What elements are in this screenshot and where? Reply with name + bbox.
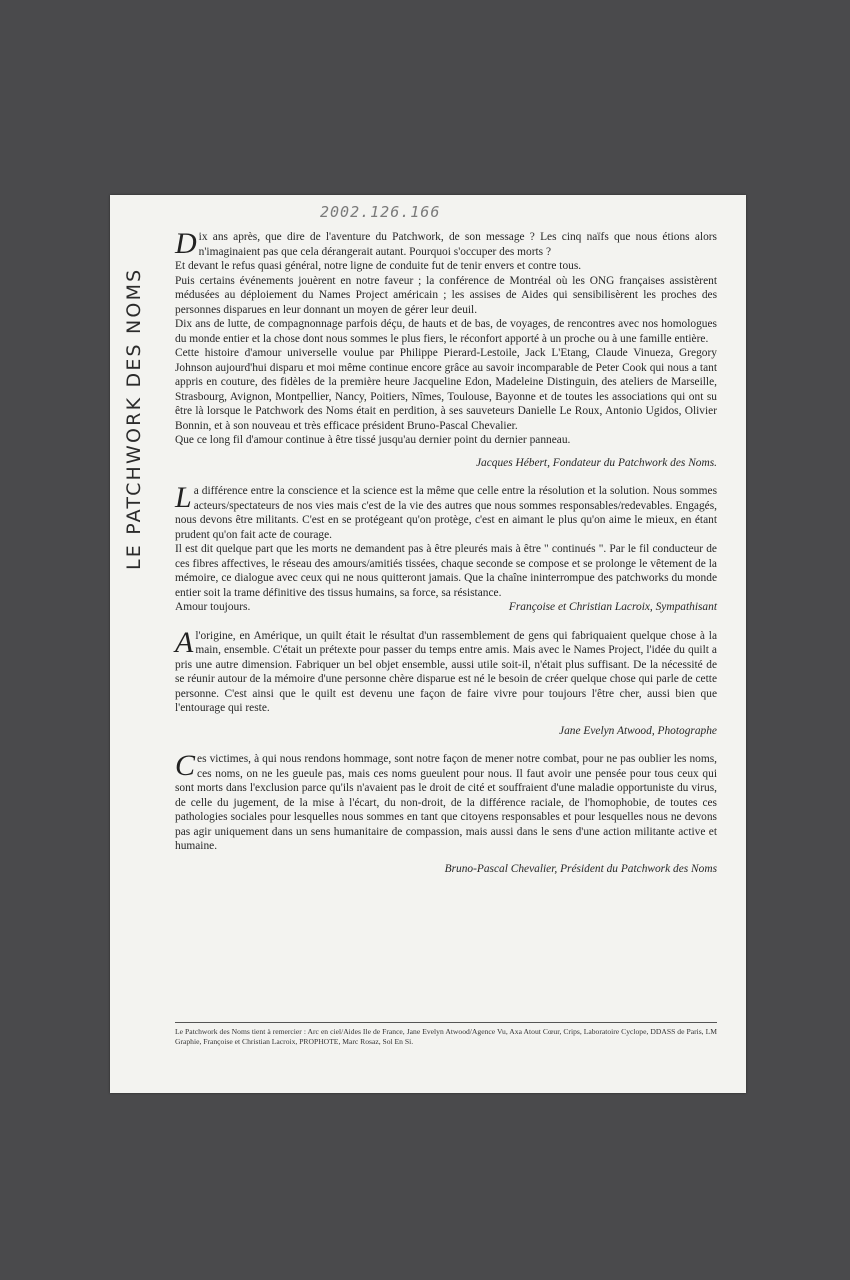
paragraph: Cette histoire d'amour universelle voulue par Philippe Pierard-Lestoile, Jack L'Etang, Claude Vinueza, Gregory Johnson aujourd'hui disparu et moi même continue encore grâce au savoir incomparable de Peter Cook qui nous a tant appris en couture, des fidèles de la première heure Jacqueline Edon, Madeleine Distinguin, des ateliers de Marseille, Strasbourg, Avignon, Montpellier, Nancy, Poitiers, Nîmes, Toulouse, Bayonne et de toutes les associations qui ont su être là lorsque le Patchwork des Noms était en perdition, à ses sauveteurs Danielle Le Roux, Antonio Ugidos, Olivier Bonnin, et à son nouveau et très efficace président Bruno-Pascal Chevalier. (175, 347, 717, 432)
section-atwood (175, 625, 717, 739)
closing-text: Amour toujours. (175, 601, 251, 613)
side-title: LE PATCHWORK DES NOMS (123, 267, 145, 570)
section-chevalier (175, 749, 717, 876)
signature: Jane Evelyn Atwood, Photographe (559, 724, 717, 737)
text-body (175, 227, 717, 890)
section-lacroix (175, 481, 717, 615)
paragraph: Il est dit quelque part que les morts ne demandent pas à être pleurés mais à être " continués ". Par le fil conducteur de ces fibres affectives, le réseau des amours/amitiés tissées, chaque seconde se compose et se prolonge le vêtement de la mémoire, ce dialogue avec ceux qui ne nous quitteront jamais. Que la chaîne ininterrompue des patchworks du monde entier soit la trame définitive des tissus humains, sa force, sa résistance. (175, 543, 717, 599)
paragraph: Dix ans de lutte, de compagnonnage parfois déçu, de hauts et de bas, de voyages, de rencontres avec nos homologues du monde entier et la chose dont nous sommes le plus fiers, le réconfort apporté à un proche ou à une famille entière. (175, 318, 717, 345)
closing-line (175, 600, 717, 615)
drop-cap: L (175, 481, 192, 514)
drop-cap: D (175, 227, 197, 260)
section-hebert (175, 227, 717, 470)
drop-cap: C (175, 749, 196, 782)
paragraph: Et devant le refus quasi général, notre ligne de conduite fut de tenir envers et contre tous. (175, 260, 582, 272)
acknowledgements-footer: Le Patchwork des Noms tient à remercier : Arc en ciel/Aides Ile de France, Jane Evelyn Atwood/Agence Vu, Axa Atout Cœur, Crips, Laboratoire Cyclope, DDASS de Paris, LM Graphie, Françoise et Christian Lacroix, PROPHOTE, Marc Rosaz, Sol En Si. (175, 1022, 717, 1047)
signature: Françoise et Christian Lacroix, Sympathisant (508, 601, 717, 613)
drop-cap: A (175, 625, 194, 659)
paragraph: a différence entre la conscience et la science est la même que celle entre la résolution et la solution. Nous sommes acteurs/spectateurs de nos vies mais c'est de la vie des autres que nous sommes responsables/redevables. Engagés, nous devons être militants. C'est en se protégeant qu'on protège, c'est en aimant le plus qu'on aime le mieux, en étant prudent qu'on fait acte de courage. (175, 485, 717, 541)
signature: Jacques Hébert, Fondateur du Patchwork des Noms. (475, 456, 717, 469)
paragraph: l'origine, en Amérique, un quilt était le résultat d'un rassemblement de gens qui fabriquaient quelque chose à la main, ensemble. C'était un prétexte pour passer du temps entre amis. Mais avec le Names Project, l'idée du quilt a pris une autre dimension. Fabriquer un bel objet ensemble, aussi utile soit-il, n'était plus suffisant. De la nécessité de se réunir autour de la mémoire d'une personne chère disparue est né le besoin de créer quelque chose qui parle de cette personne. C'est ainsi que le quilt est devenu une façon de faire vivre pour toujours l'être cher, aussi bien que l'entourage qui reste. (175, 629, 717, 714)
signature: Bruno-Pascal Chevalier, Président du Patchwork des Noms (444, 862, 717, 875)
paragraph: Que ce long fil d'amour continue à être tissé jusqu'au dernier point du dernier panneau. (175, 434, 571, 446)
paragraph: ix ans après, que dire de l'aventure du Patchwork, de son message ? Les cinq naïfs que nous étions alors n'imaginaient pas que cela dérangerait autant. Pourquoi s'occuper des morts ? (198, 231, 717, 258)
paragraph: Puis certains événements jouèrent en notre faveur ; la conférence de Montréal où les ONG françaises assistèrent médusées au déploiement du Names Project américain ; les assises de Aides qui sensibilisèrent les proches des personnes disparues en leur donnant un moyen de gérer leur deuil. (175, 274, 717, 316)
archive-number: 2002.126.166 (320, 203, 441, 221)
paragraph: es victimes, à qui nous rendons hommage, sont notre façon de mener notre combat, pour ne pas oublier les noms, ces noms, on ne les gueule pas, mais ces noms gueulent pour nous. Il faut avoir une pensée pour tous ceux qui sont morts dans l'exclusion parce qu'ils n'avaient pas le droit de cité et souffraient d'une maladie opportuniste du virus, de celle du jugement, de la mise à l'écart, du non-droit, de la différence raciale, de l'homophobie, de toutes ces pathologies sociales pour lesquelles nous sommes en tant que citoyens responsables et pour lesquelles nous ne devons pas agir uniquement dans un sens humanitaire de compassion, mais aussi dans le sens d'une action militante active et humaine. (175, 753, 717, 852)
